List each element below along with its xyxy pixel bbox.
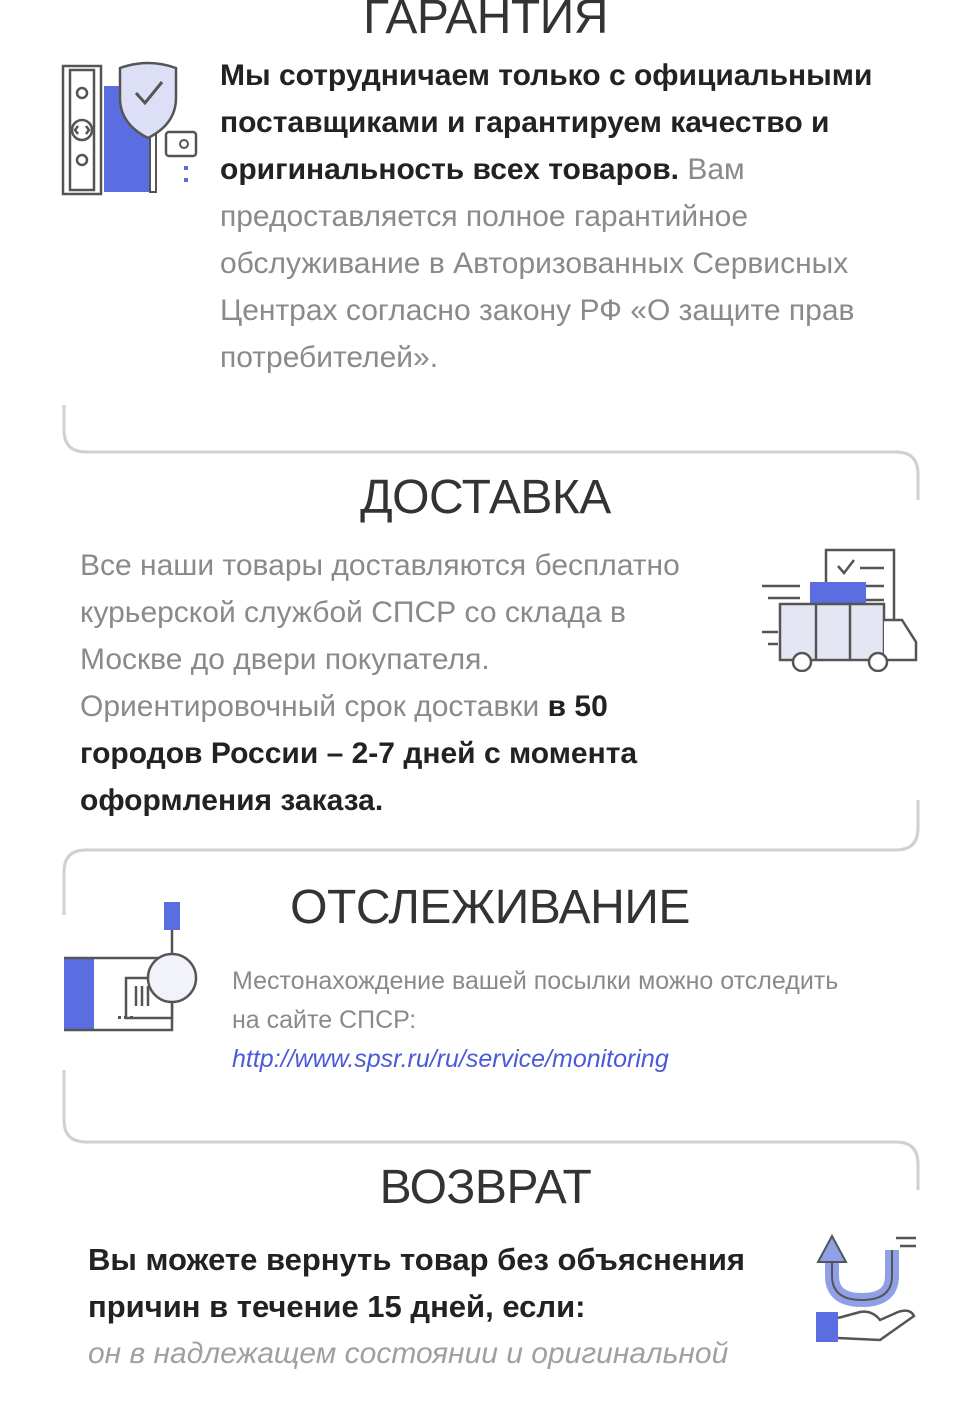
guarantee-text (220, 52, 930, 381)
delivery-truck-icon (760, 542, 920, 672)
document-shield-icon (58, 58, 198, 198)
delivery-title: ДОСТАВКА (360, 471, 611, 524)
return-lead-text: Вы можете вернуть товар без объяснения причин в течение 15 дней, если: (88, 1242, 745, 1324)
tracking-text: Местонахождение вашей посылки можно отследить на сайте СПСР: (232, 967, 839, 1034)
delivery-bold-text: в 50 городов России – 2-7 дней с момента оформления заказа. (80, 690, 638, 817)
magnifier-parcel-icon (62, 898, 207, 1038)
return-condition-text: он в надлежащем состоянии и оригинальной (88, 1337, 729, 1370)
guarantee-bold-text: Мы сотрудничаем только с официальными поставщиками и гарантируем качество и оригинальность всех товаров. (220, 59, 873, 186)
tracking-text-block (232, 962, 852, 1079)
return-title: ВОЗВРАТ (379, 1161, 592, 1214)
guarantee-title: ГАРАНТИЯ (363, 0, 608, 44)
bottom-fade (0, 1375, 971, 1405)
guarantee-regular-text: Вам предоставляется полное гарантийное обслуживание в Авторизованных Сервисных Центрах согласно закону РФ «О защите прав потребителей». (220, 153, 855, 374)
delivery-regular-text: Все наши товары доставляются бесплатно курьерской службой СПСР со склада в Москве до двери покупателя. Ориентировочный срок доставки (80, 549, 680, 723)
tracking-title: ОТСЛЕЖИВАНИЕ (290, 881, 690, 934)
delivery-text (80, 542, 730, 824)
return-hand-icon (810, 1228, 925, 1353)
tracking-link[interactable]: http://www.spsr.ru/ru/service/monitoring (232, 1045, 669, 1073)
